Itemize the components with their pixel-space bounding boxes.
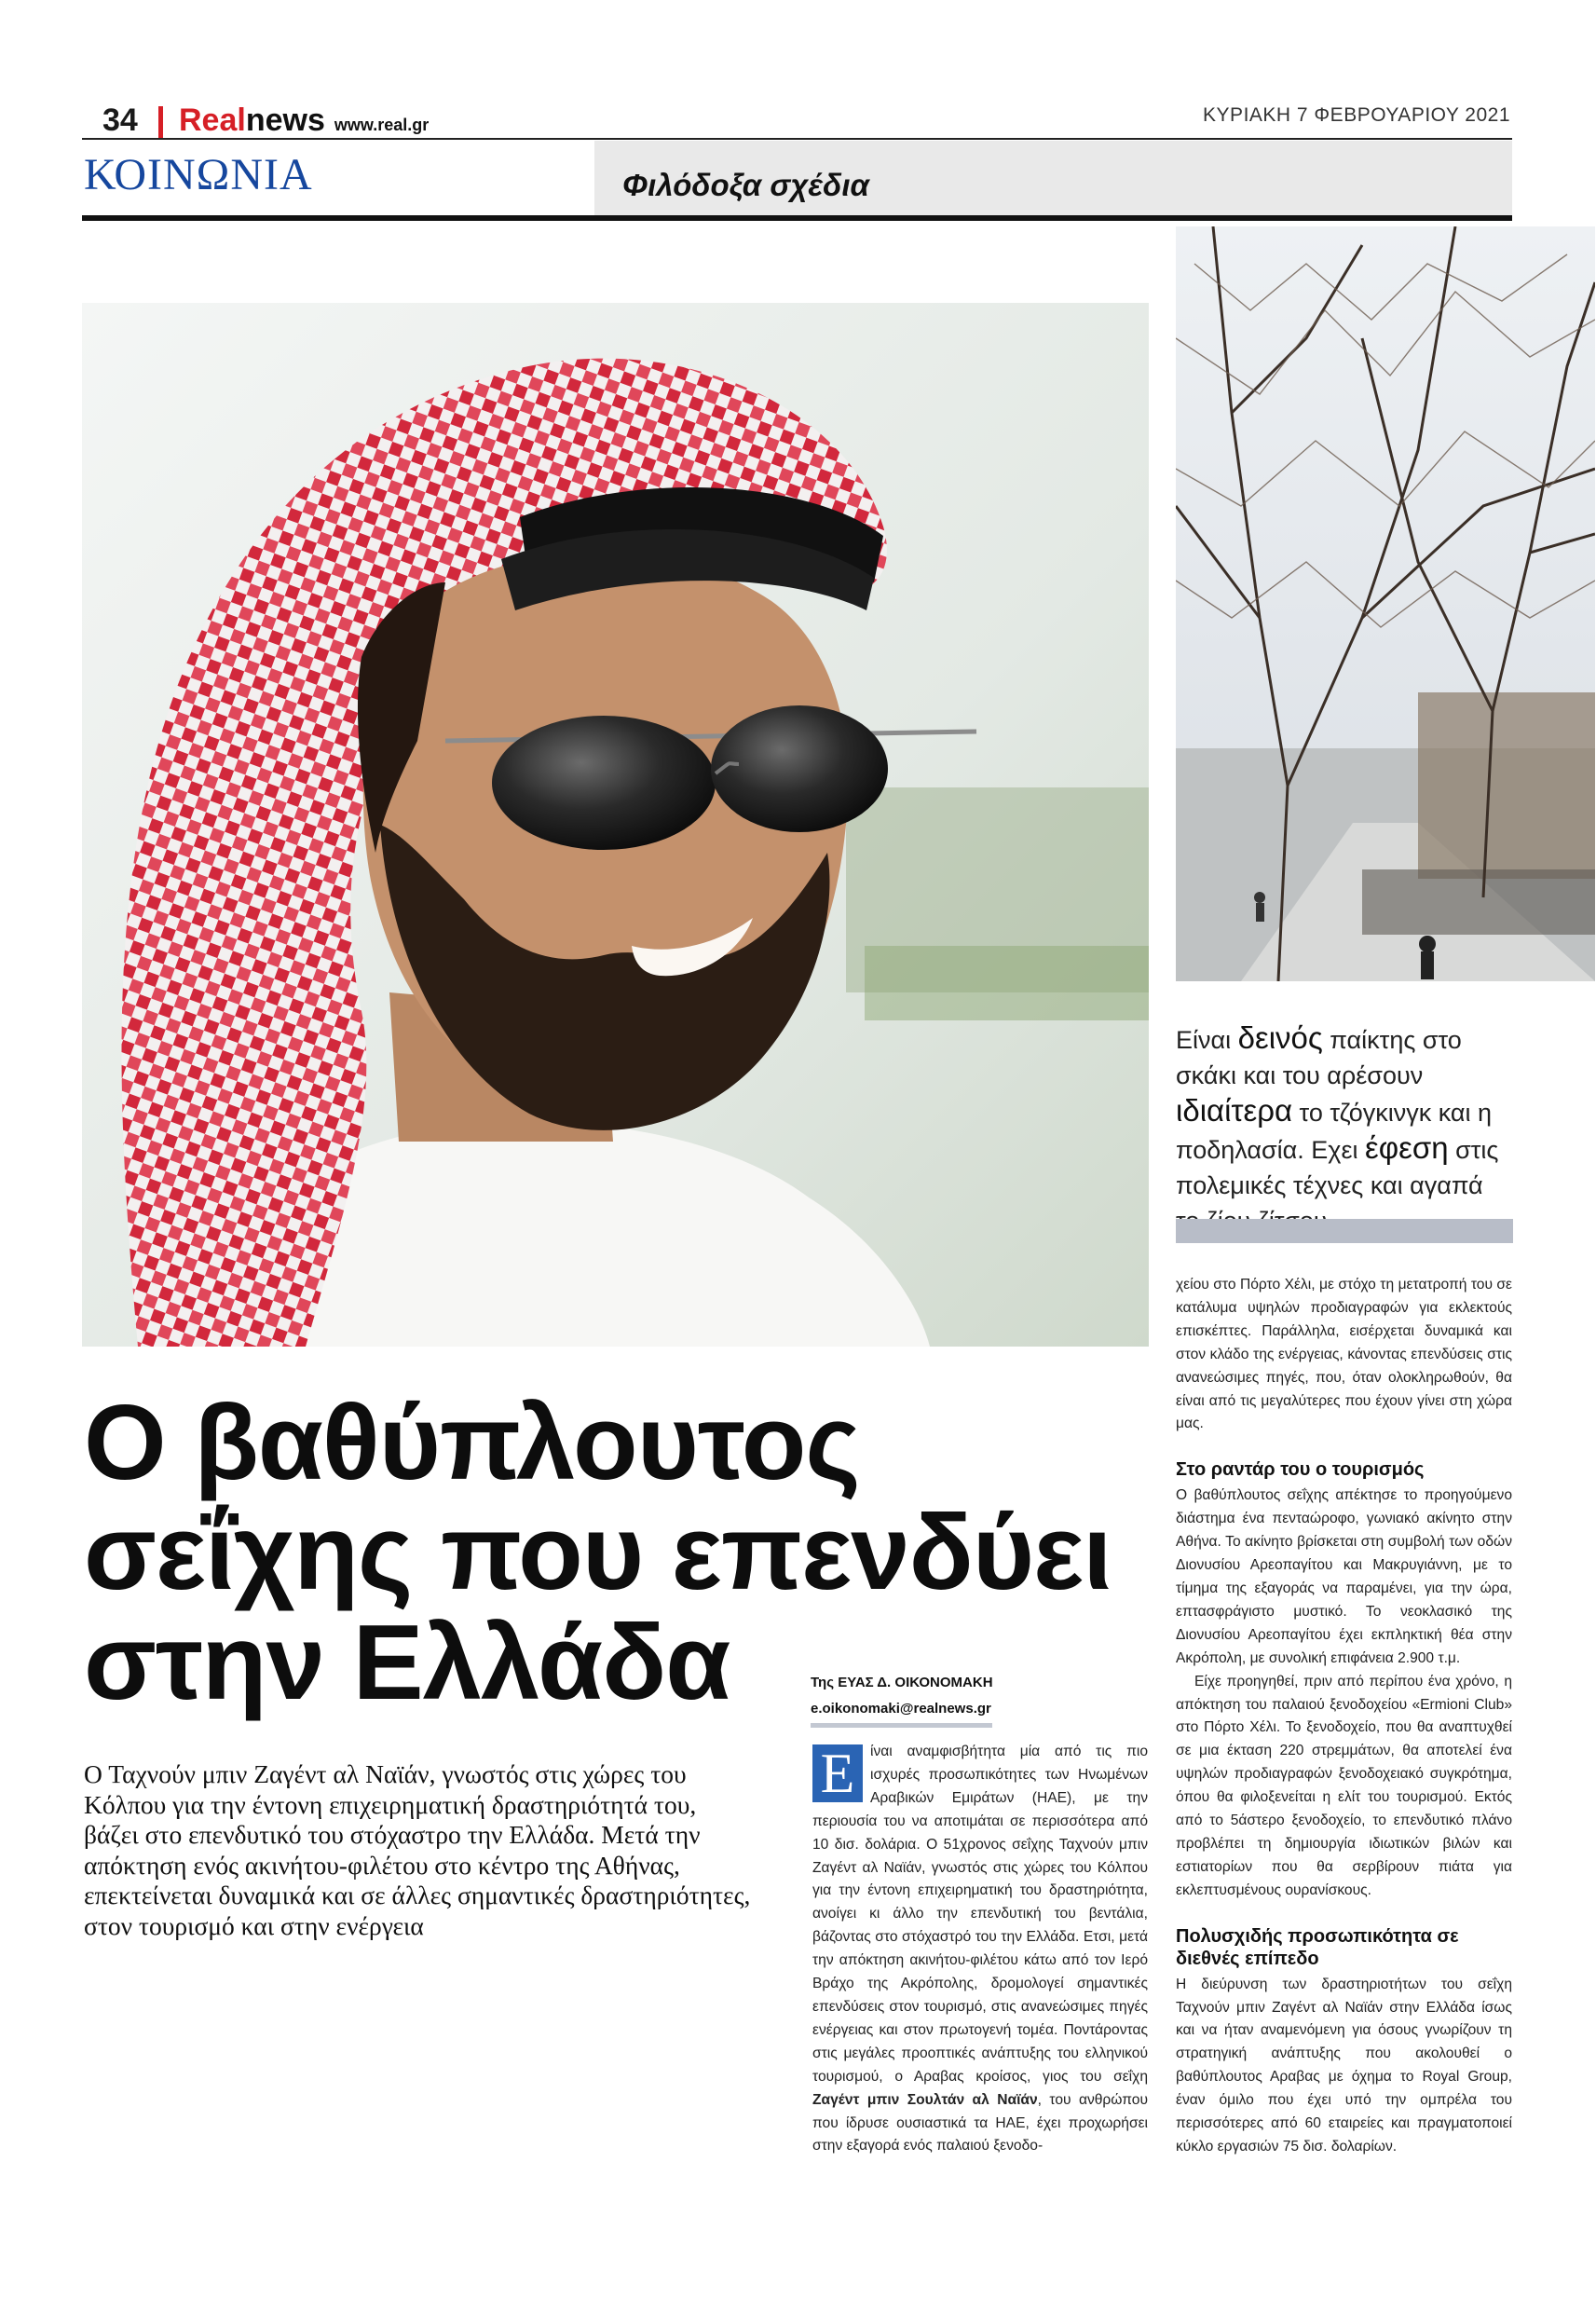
quote-part-2: παίκτης στο σκάκι και του αρέσουν	[1176, 1026, 1462, 1089]
body-paragraph-4: Η διεύρυνση των δραστηριοτήτων του σεΐχη Ταχνούν μπιν Ζαγέντ αλ Ναϊάν στην Ελλάδα ίσως και να ήταν αναμενόμενη για όσους γνωρίζουν τη στρατηγική ανάπτυξης που ακολουθεί ο βαθύπλουτος Αραβας με όχημα το Royal Group, έναν όμιλο που έχει υπό την ομπρέλα του περισσότερες από 60 εταιρείες και πραγματοποιεί κύκλο εργασιών 75 δισ. δολαρίων.	[1176, 1976, 1512, 2155]
quote-emphasis-3: έφεση	[1365, 1130, 1449, 1165]
subhead-personality: Πολυσχιδής προσωπικότητα σε διεθνές επίπεδο	[1176, 1925, 1459, 1969]
street-illustration	[1176, 226, 1595, 981]
byline	[811, 1675, 993, 1690]
drop-cap: Ε	[812, 1744, 863, 1802]
quote-part-3: το τζόγκινγκ και η ποδηλασία. Εχει	[1176, 1099, 1493, 1164]
page-number: 34	[102, 103, 138, 138]
headline-line-1: Ο βαθύπλουτος	[84, 1384, 860, 1502]
body-text-1a: ίναι αναμφισβήτητα μία από τις πιο ισχυρές προσωπικότητες των Ηνωμένων Αραβικών Εμιράτων (ΗΑΕ), με την περιουσία του να αποτιμάται σε περισσότερα από 10 δισ. δολάρια. Ο 51χρονος σεΐχης Ταχνούν μπιν Ζαγέντ αλ Ναϊάν, γνωστός στις χώρες του Κόλπου για την έντονη επιχειρηματική του δραστηριότητα, ανοίγει κι άλλο την επενδυτική του βεντάλια, βάζοντας στο στόχαστρό του την Ελλάδα. Ετσι, μετά την απόκτηση ακινήτου-φιλέτου κάτω από τον Ιερό Βράχο της Ακρόπολης, δρομολογεί σημαντικές επενδύσεις στον τουρισμό, στις ανανεώσιμες πηγές ενέργειας και στον πρωτογενή τομέα. Ποντάροντας στις μεγάλες προοπτικές ανάπτυξης του ελληνικού τουρισμού, ο Αραβας κροίσος, γιος του σεΐχη	[812, 1744, 1148, 2085]
author-email[interactable]: e.oikonomaki@realnews.gr	[811, 1701, 991, 1717]
body-paragraph-1	[812, 1741, 1148, 2158]
body-paragraph-2: Ο βαθύπλουτος σεΐχης απέκτησε το προηγούμενο διάστημα ένα πενταώροφο, γωνιακό ακίνητο στην Αθήνα. Το ακίνητο βρίσκεται στη συμβολή των οδών Διονυσίου Αρεοπαγίτου και Μακρυγιάννη, με το τίμημα της εξαγοράς να παραμένει, για την ώρα, επτασφράγιστο μυστικό. Το νεοκλασικό της Διονυσίου Αρεοπαγίτου έχει εκπληκτική θέα στην Ακρόπολη, με συνολική επιφάνεια 2.900 τ.μ.	[1176, 1487, 1512, 1666]
body-name-bold: Ζαγέντ μπιν Σουλτάν αλ Ναϊάν	[812, 2091, 1038, 2108]
portrait-illustration	[82, 303, 1149, 1347]
quote-underline-bar	[1176, 1219, 1513, 1243]
body-column-2	[1176, 1274, 1512, 2159]
header-rule	[82, 138, 1512, 140]
subhead-tourism: Στο ραντάρ του ο τουρισμός	[1176, 1459, 1425, 1481]
quote-emphasis-1: δεινός	[1237, 1020, 1323, 1055]
quote-emphasis-2: ιδιαίτερα	[1176, 1093, 1293, 1128]
headline-line-2: σεΐχης που επενδύει	[84, 1494, 1112, 1612]
quote-part-1: Είναι	[1176, 1026, 1238, 1054]
quote-part-4: στις πολεμικές τέχνες και αγαπά	[1176, 1136, 1499, 1199]
brand-news: news	[245, 103, 325, 138]
website-url: www.real.gr	[334, 116, 430, 134]
byline-author: ΕΥΑΣ Δ. ΟΙΚΟΝΟΜΑΚΗ	[838, 1675, 993, 1690]
brand-real: Real	[179, 103, 246, 138]
body-paragraph-1-cont: χείου στο Πόρτο Χέλι, με στόχο τη μετατροπή του σε κατάλυμα υψηλών προδιαγραφών για εκλεκτούς επισκέπτες. Παράλληλα, εισέρχεται δυναμικά και στον κλάδο της ενέργειας, κάνοντας επενδύσεις στις ανανεώσιμες πηγές, που, όταν ολοκληρωθούν, θα είναι από τις μεγαλύτερες που έχουν γίνει στη χώρα μας.	[1176, 1277, 1512, 1432]
headline-line-3: στην Ελλάδα	[84, 1604, 730, 1722]
body-text-1b: , του ανθρώπου που ίδρυσε ουσιαστικά τα ΗΑΕ, έχει προχωρήσει στην εξαγορά ενός παλαιού ξενοδο-	[812, 2091, 1148, 2155]
byline-rule	[811, 1723, 992, 1728]
pull-quote	[1176, 1020, 1511, 1238]
body-column-1	[812, 1741, 1148, 2158]
section-rule	[82, 215, 1512, 221]
brand-logo	[179, 103, 429, 139]
lead-paragraph: Ο Ταχνούν μπιν Ζαγέντ αλ Ναϊάν, γνωστός στις χώρες του Κόλπου για την έντονη επιχειρηματική δραστηριότητά του, βάζει στο επενδυτικό του στόχαστρο την Ελλάδα. Μετά την απόκτηση ενός ακινήτου-φιλέτου στο κέντρο της Αθήνας, επεκτείνεται δυναμικά και σε άλλες σημαντικές δραστηριότητες, στον τουρισμό και στην ενέργεια	[84, 1759, 751, 1940]
body-paragraph-3: Είχε προηγηθεί, πριν από περίπου ένα χρόνο, η απόκτηση του παλαιού ξενοδοχείου «Ermioni Club» στο Πόρτο Χέλι. Το ξενοδοχείο, που θα αναπτυχθεί σε μια έκταση 220 στρεμμάτων, θα αποτελεί ένα υψηλών προδιαγραφών ξενοδοχειακό συγκρότημα, όπου θα φιλοξενείται η ελίτ του τουρισμού. Εκτός από το 5άστερο ξενοδοχείο, το επενδυτικό πλάνο προβλέπει τη δημιουργία ιδιωτικών βιλών και εστιατορίων που θα σερβίρουν πιάτα για εκλεπτυσμένους ουρανίσκους.	[1176, 1673, 1512, 1898]
street-photo	[1176, 226, 1595, 981]
portrait-photo	[82, 303, 1149, 1347]
section-title: ΚΟΙΝΩΝΙΑ	[84, 150, 313, 199]
header-divider	[158, 106, 163, 138]
issue-date: ΚΥΡΙΑΚΗ 7 ΦΕΒΡΟΥΑΡΙΟΥ 2021	[1203, 104, 1510, 126]
headline	[84, 1384, 1137, 1722]
byline-prefix: Της	[811, 1675, 839, 1690]
topic-tag: Φιλόδοξα σχέδια	[622, 168, 869, 202]
